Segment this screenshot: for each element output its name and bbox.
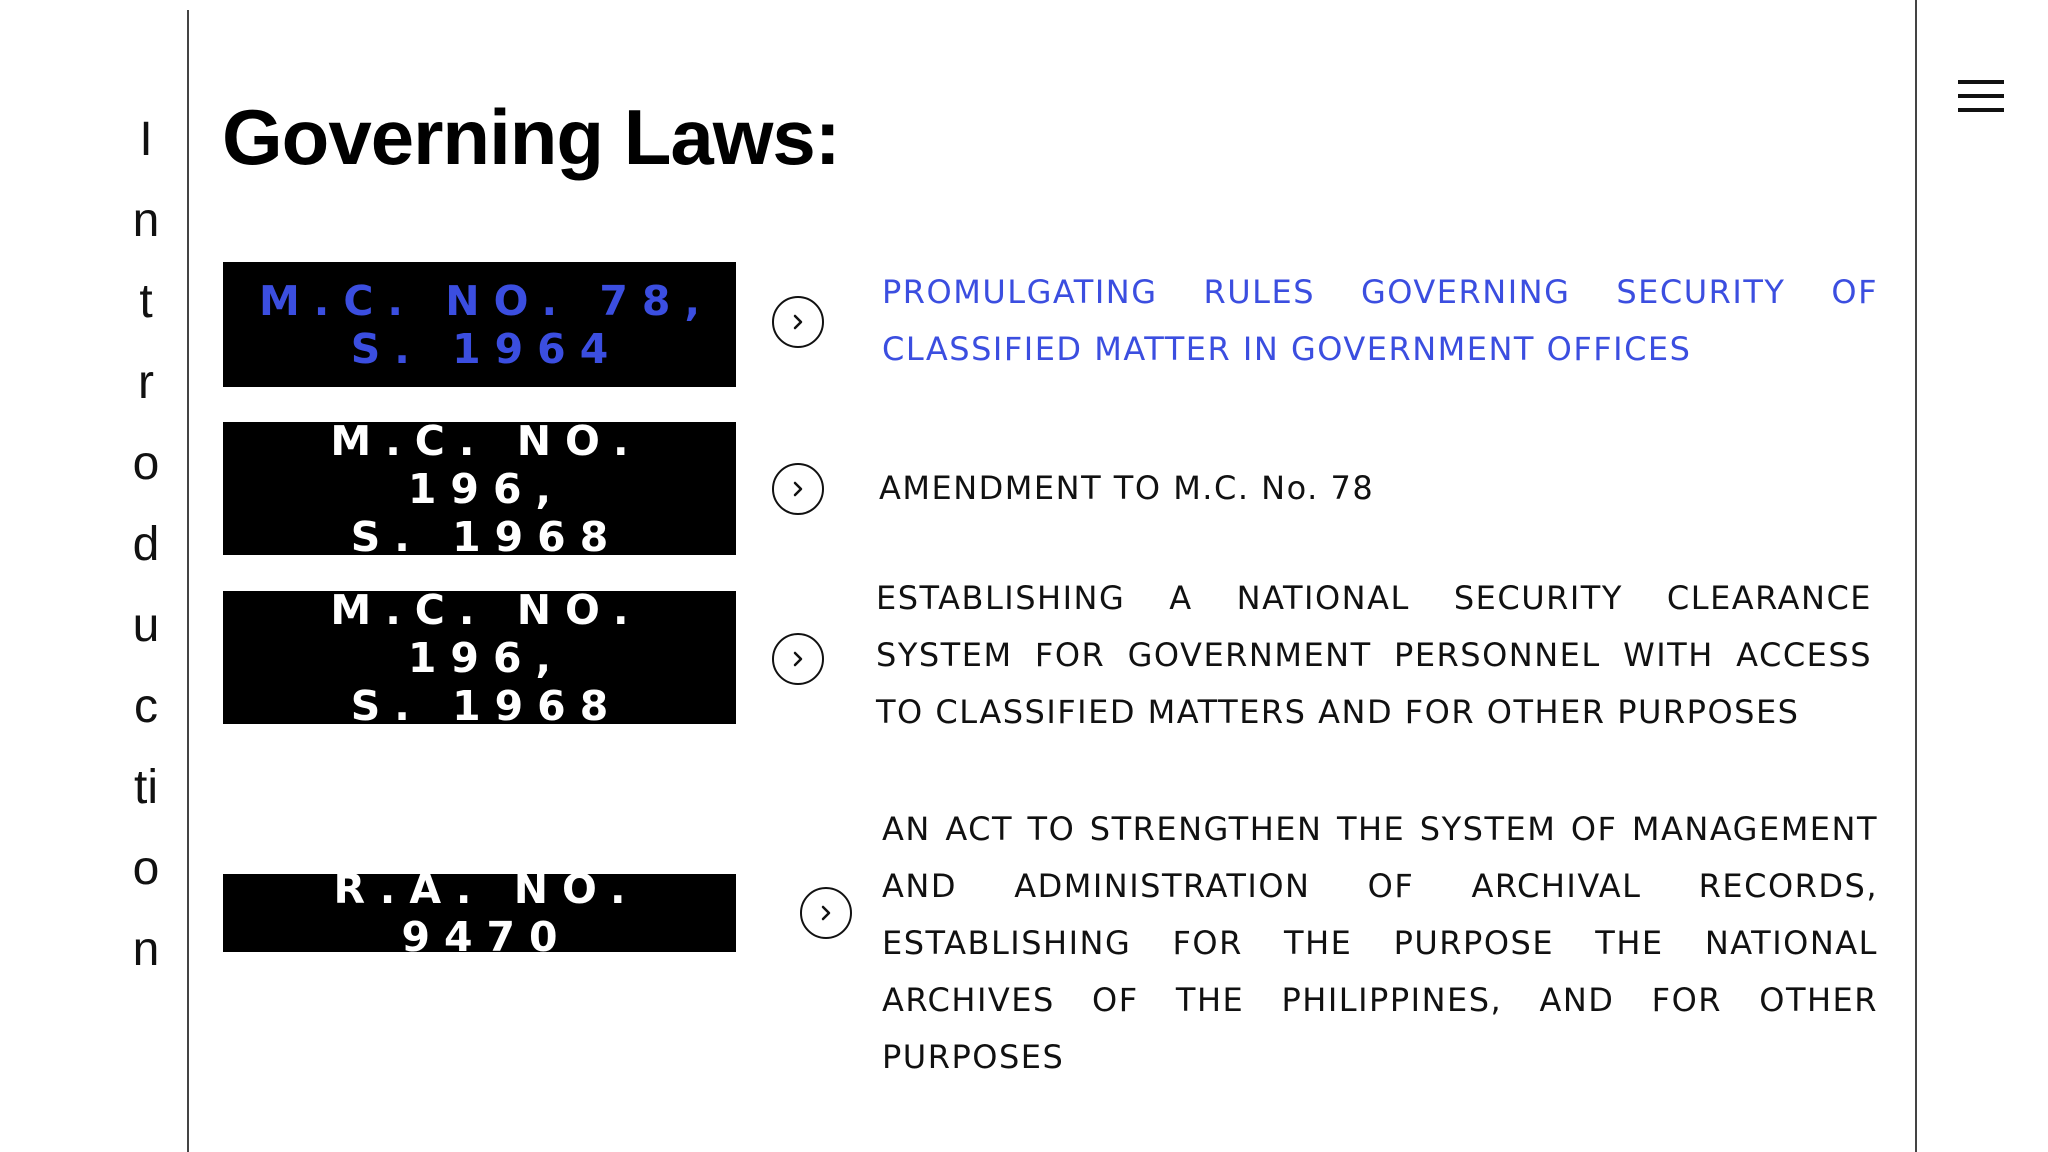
- side-letter: n: [132, 923, 160, 976]
- law-code-line: M.C. NO. 78,: [258, 276, 715, 325]
- law-code-line: S. 1964: [350, 324, 623, 373]
- left-divider: [187, 10, 189, 1152]
- law-code-box: [223, 585, 736, 730]
- side-letter: t: [139, 275, 153, 328]
- law-code-box: [223, 262, 736, 387]
- law-code-line: S. 1968: [350, 512, 623, 561]
- side-letter: r: [138, 356, 154, 409]
- law-code-line: S. 1968: [350, 681, 623, 730]
- law-code-line: M.C. NO. 196,: [330, 585, 643, 682]
- law-description: PROMULGATING RULES GOVERNING SECURITY OF CLASSIFIED MATTER IN GOVERNMENT OFFICES: [882, 273, 1878, 368]
- law-description: AN ACT TO STRENGTHEN THE SYSTEM OF MANAGEMENT AND ADMINISTRATION OF ARCHIVAL RECORDS, ESTABLISHING FOR THE PURPOSE THE NATIONAL ARCHIVES OF THE PHILIPPINES, AND FOR OTHER PURPOSES: [882, 810, 1878, 1076]
- law-description: AMENDMENT TO M.C. No. 78: [879, 469, 1375, 507]
- law-code-box: [223, 865, 736, 961]
- hamburger-menu-icon[interactable]: [1958, 78, 2008, 118]
- chevron-right-circle-icon[interactable]: [772, 633, 824, 685]
- chevron-right-circle-icon[interactable]: [772, 296, 824, 348]
- vertical-section-label: [120, 110, 172, 980]
- side-letter: o: [132, 842, 160, 895]
- side-letter: n: [132, 194, 160, 247]
- side-letter: I: [139, 113, 153, 166]
- side-letter: o: [132, 437, 160, 490]
- side-letter: d: [132, 518, 160, 571]
- chevron-right-circle-icon[interactable]: [772, 463, 824, 515]
- side-letter: u: [132, 599, 160, 652]
- page-title: Governing Laws:: [222, 93, 840, 181]
- law-code-line: M.C. NO. 196,: [330, 416, 643, 513]
- side-letter: c: [134, 680, 158, 733]
- right-divider: [1915, 0, 1917, 1152]
- law-code-line: R.A. NO. 9470: [333, 865, 640, 961]
- law-description: ESTABLISHING A NATIONAL SECURITY CLEARANCE SYSTEM FOR GOVERNMENT PERSONNEL WITH ACCESS TO CLASSIFIED MATTERS AND FOR OTHER PURPOSES: [876, 579, 1872, 731]
- chevron-right-circle-icon[interactable]: [800, 887, 852, 939]
- side-letter: ti: [134, 761, 158, 814]
- law-code-box: [223, 416, 736, 561]
